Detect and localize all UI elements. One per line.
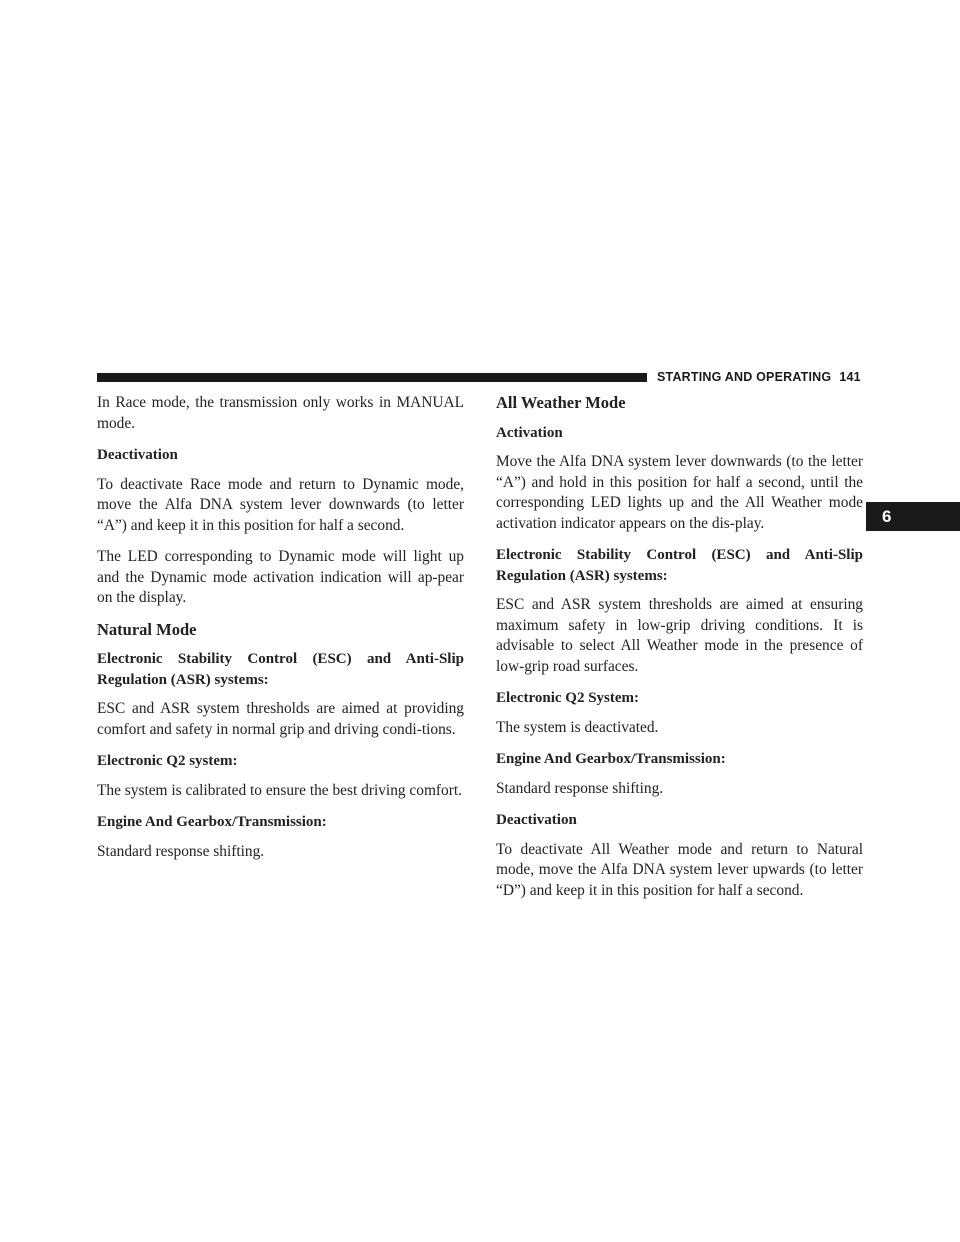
paragraph: ESC and ASR system thresholds are aimed at providing comfort and safety in normal grip and driving condi-tions. <box>97 700 464 738</box>
paragraph: In Race mode, the transmission only works in MANUAL mode. <box>97 394 464 432</box>
deactivation-heading: Deactivation <box>97 447 178 463</box>
paragraph: To deactivate All Weather mode and return to Natural mode, move the Alfa DNA system lever upwards (to letter “D”) and keep it in this position for half a second. <box>496 840 863 899</box>
page-number: 141 <box>839 370 861 384</box>
paragraph: Move the Alfa DNA system lever downwards (to the letter “A”) and hold in this position for half a second, until the corresponding LED lights up and the All Weather mode activation indicator appears on the dis-play. <box>496 453 863 532</box>
paragraph: The system is deactivated. <box>496 718 659 736</box>
left-column <box>97 393 464 873</box>
engine-heading: Engine And Gearbox/Transmission: <box>496 751 726 767</box>
paragraph: The system is calibrated to ensure the best driving comfort. <box>97 781 463 799</box>
paragraph: To deactivate Race mode and return to Dynamic mode, move the Alfa DNA system lever downwards (to letter “A”) and keep it in this position for half a second. <box>97 475 464 534</box>
paragraph: Standard response shifting. <box>97 842 265 860</box>
paragraph: ESC and ASR system thresholds are aimed at ensuring maximum safety in low-grip driving conditions. It is advisable to select All Weather mode in the presence of low-grip road surfaces. <box>496 596 863 675</box>
esc-asr-heading: Electronic Stability Control (ESC) and Anti-Slip Regulation (ASR) systems: <box>97 651 464 688</box>
q2-heading: Electronic Q2 System: <box>496 690 640 706</box>
header-rule <box>97 373 647 382</box>
paragraph: Standard response shifting. <box>496 779 664 797</box>
activation-heading: Activation <box>496 424 563 441</box>
paragraph: The LED corresponding to Dynamic mode will light up and the Dynamic mode activation indication will ap-pear on the display. <box>97 548 464 606</box>
engine-heading: Engine And Gearbox/Transmission: <box>97 814 327 830</box>
all-weather-mode-heading: All Weather Mode <box>496 393 626 412</box>
esc-asr-heading: Electronic Stability Control (ESC) and Anti-Slip Regulation (ASR) systems: <box>496 547 863 584</box>
natural-mode-heading: Natural Mode <box>97 619 197 639</box>
q2-heading: Electronic Q2 system: <box>97 753 238 769</box>
right-column <box>496 393 863 912</box>
header-section-title: STARTING AND OPERATING <box>657 370 832 384</box>
running-header <box>657 370 861 384</box>
chapter-tab: 6 <box>866 502 960 531</box>
deactivation-heading: Deactivation <box>496 812 577 828</box>
